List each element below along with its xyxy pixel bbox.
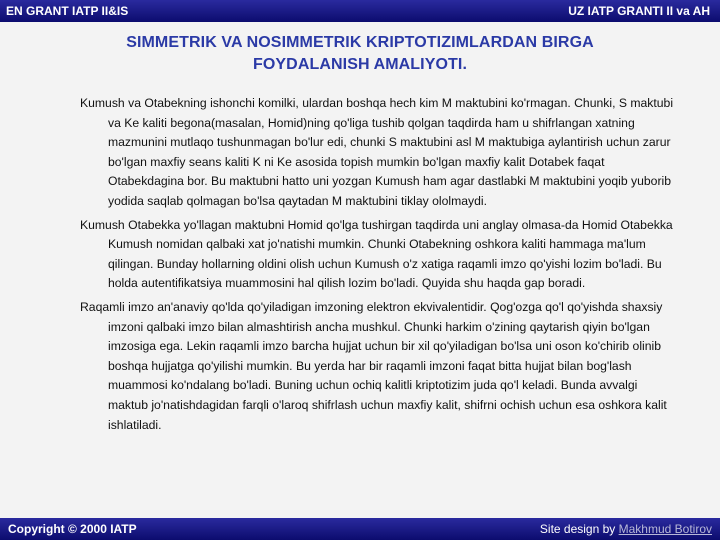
footer-copyright: Copyright © 2000 IATP (8, 522, 137, 536)
paragraph-3: Raqamli imzo an'anaviy qo'lda qo'yiladigan imzoning elektron ekvivalentidir. Qog'ozga qo'l qo'yishda shaxsiy imzoni qalbaki imzo bilan almashtirish ancha mushkul. Chunki harkim o'zining qaytarish qiyin bo'lgan imzosiga ega. Lekin raqamli imzo barcha hujjat uchun bir xil qo'yiladigan bo'lsa uni oson ko'chirib olinib boshqa hujjatga qo'yilishi mumkin. Bu yerda har bir raqamli imzoni faqat bitta hujjat bilan bog'lash muammosi ko'ndalang bo'ladi. Buning uchun ochiq kalitli kriptotizim juda qo'l keladi. Bunda avvalgi maktub jo'natishdagidan farqli o'laroq shifrlash uchun maxfiy kalit, shifrni ochish uchun esa oshkora kalit ishlatiladi. (80, 299, 667, 432)
header-right-text: UZ IATP GRANTI II va AH (568, 4, 710, 18)
paragraph-1: Kumush va Otabekning ishonchi komilki, ulardan boshqa hech kim M maktubini ko'rmagan. Chunki, S maktubi va Ke kaliti begona(masalan, Homid)ning qo'liga tushib qolgan taqdirda ham u shifrlangan xatning mazmunini mutlaqo tushunmagan bo'lur edi, chunki S maktubini asl M maktubiga aylantirish uchun zarur bo'lgan maxfiy seans kaliti K ni Ke asosida topish mumkin bo'lgan maxfiy kalit Dotabek faqat Otabekdagina bor. Bu maktubni hatto uni yozgan Kumush ham agar dastlabki M maktubini yoqib yuborib yodida saqlab qolmagan bo'lsa qaytadan M maktubini tiklay ololmaydi. (80, 96, 674, 208)
designer-link[interactable]: Makhmud Botirov (618, 522, 712, 536)
content-body (80, 94, 680, 439)
header-left-text: EN GRANT IATP II&IS (6, 4, 129, 18)
top-header-bar (0, 0, 720, 22)
page-title (20, 32, 700, 76)
title-line-2: FOYDALANISH AMALIYOTI. (252, 56, 468, 73)
footer-credit (540, 522, 712, 536)
paragraph-2: Kumush Otabekka yo'llagan maktubni Homid qo'lga tushirgan taqdirda uni anglay olmasa-da Homid Otabekka Kumush nomidan qalbaki xat jo'natishi mumkin. Chunki Otabekning oshkora kaliti hammaga ma'lum qilingan. Bunday hollarning oldini olish uchun Kumush o'z xatiga raqamli imzo qo'yishi lozim bo'ladi. Bu holda autentifikatsiya muammosini hal qilish lozim bo'ladi. Quyida shu haqda gap boradi. (80, 217, 673, 291)
footer-design-prefix: Site design by (539, 522, 619, 536)
footer-bar (0, 518, 720, 540)
title-line-1: SIMMETRIK VA NOSIMMETRIK KRIPTOTIZIMLARDAN BIRGA (126, 34, 594, 51)
